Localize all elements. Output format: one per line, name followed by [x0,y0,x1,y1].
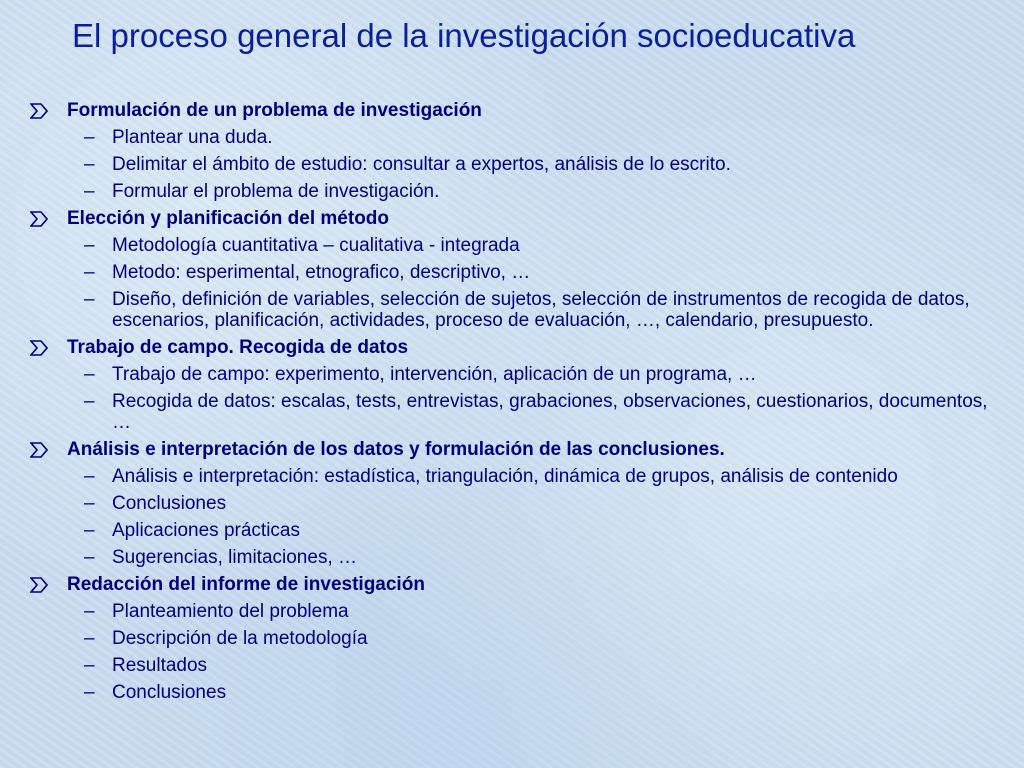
list-item-text: Aplicaciones prácticas [112,520,300,541]
list-item [0,127,1024,148]
list-item-text: Conclusiones [112,493,227,514]
dash-bullet: – [84,391,95,412]
section-heading [0,208,1024,229]
slide-content [0,94,1024,703]
list-item-text: Metodología cuantitativa – cualitativa - integrada [112,235,520,256]
dash-bullet: – [84,262,95,283]
list-item-text: Resultados [112,655,208,676]
list-item [0,235,1024,256]
list-item-text: Plantear una duda. [112,127,273,148]
section-heading-text: Análisis e interpretación de los datos y formulación de las conclusiones. [67,439,725,460]
list-item-text: Metodo: esperimental, etnografico, descriptivo, … [112,262,531,283]
section-heading [0,439,1024,460]
list-item-text: Sugerencias, limitaciones, … [112,547,357,568]
dash-bullet: – [84,601,95,622]
dash-bullet: – [84,682,95,703]
list-item [0,181,1024,202]
dash-bullet: – [84,547,95,568]
list-item [0,655,1024,676]
list-item [0,289,1024,331]
list-item-text: Trabajo de campo: experimento, intervención, aplicación de un programa, … [112,364,757,385]
section-heading-text: Formulación de un problema de investigación [67,100,482,121]
section-heading [0,100,1024,121]
arrow-bullet-icon [30,103,48,119]
section-heading [0,337,1024,358]
dash-bullet: – [84,154,95,175]
dash-bullet: – [84,127,95,148]
arrow-bullet-icon [30,211,48,227]
section-heading [0,574,1024,595]
list-item-text: Análisis e interpretación: estadística, triangulación, dinámica de grupos, análisis de contenido [112,466,898,487]
arrow-bullet-icon [30,340,48,356]
list-item [0,520,1024,541]
list-item-text: Delimitar el ámbito de estudio: consultar a expertos, análisis de lo escrito. [112,154,731,175]
section-heading-text: Elección y planificación del método [67,208,390,229]
list-item [0,601,1024,622]
list-item [0,466,1024,487]
dash-bullet: – [84,655,95,676]
dash-bullet: – [84,520,95,541]
list-item [0,154,1024,175]
section-heading-text: Trabajo de campo. Recogida de datos [67,337,409,358]
dash-bullet: – [84,364,95,385]
list-item [0,628,1024,649]
list-item [0,547,1024,568]
arrow-bullet-icon [30,442,48,458]
list-item-text: Conclusiones [112,682,227,703]
list-item [0,391,1024,433]
list-item-text: Diseño, definición de variables, selección de sujetos, selección de instrumentos de recogida de datos, escenarios, planificación, actividades, proceso de evaluación, …, calendario, presupuesto. [112,289,970,331]
dash-bullet: – [84,493,95,514]
list-item-text: Planteamiento del problema [112,601,349,622]
list-item [0,682,1024,703]
dash-bullet: – [84,289,95,310]
dash-bullet: – [84,628,95,649]
list-item-text: Formular el problema de investigación. [112,181,440,202]
list-item [0,493,1024,514]
list-item-text: Descripción de la metodología [112,628,368,649]
list-item-text: Recogida de datos: escalas, tests, entrevistas, grabaciones, observaciones, cuestionarios, documentos, … [112,391,988,433]
dash-bullet: – [84,466,95,487]
dash-bullet: – [84,181,95,202]
list-item [0,262,1024,283]
dash-bullet: – [84,235,95,256]
list-item [0,364,1024,385]
arrow-bullet-icon [30,577,48,593]
section-heading-text: Redacción del informe de investigación [67,574,425,595]
slide-title: El proceso general de la investigación socioeducativa [72,17,856,54]
